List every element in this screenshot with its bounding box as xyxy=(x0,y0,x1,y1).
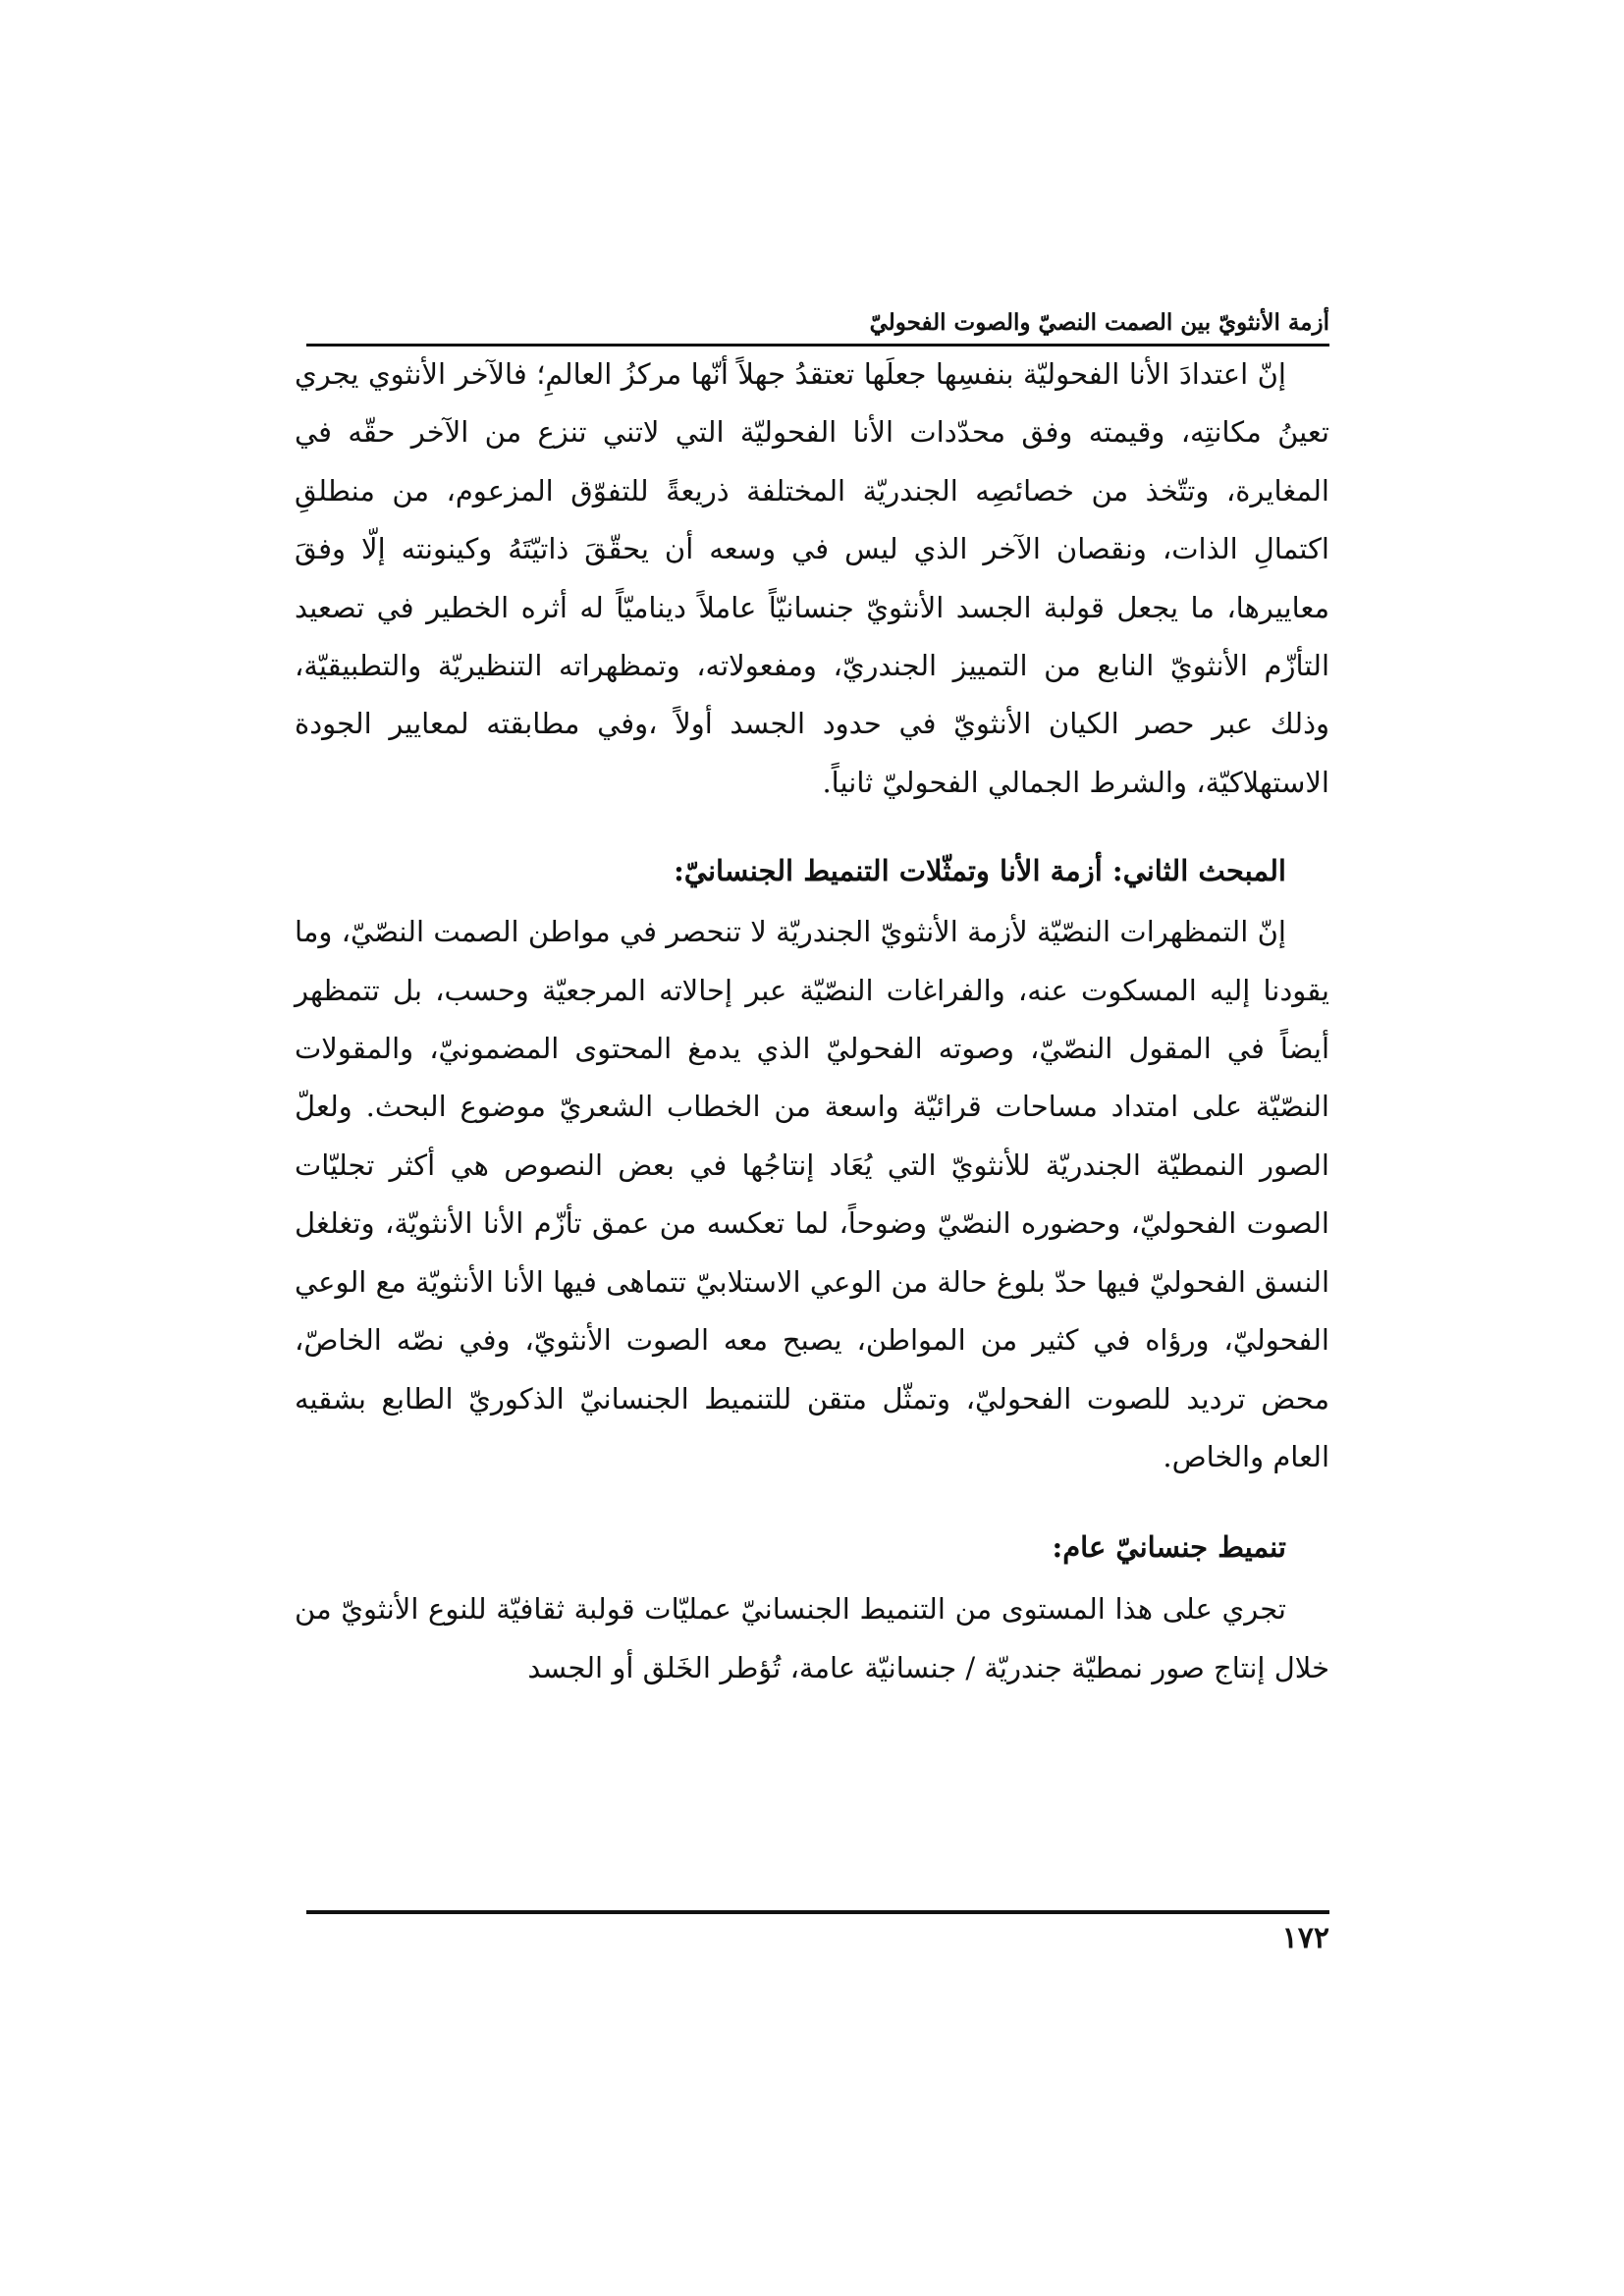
subsection-heading: تنميط جنسانيّ عام: xyxy=(1052,1530,1286,1565)
article-body xyxy=(295,346,1329,1697)
paragraph-2: إنّ التمظهرات النصّيّة لأزمة الأنثويّ الجندريّة لا تنحصر في مواطن الصمت النصّيّ، وما يقودنا إليه المسكوت عنه، والفراغات النصّيّة عبر إحالاته المرجعيّة وحسب، بل تتمظهر أيضاً في المقول النصّيّ، وصوته الفحوليّ الذي يدمغ المحتوى المضمونيّ، والمقولات النصّيّة على امتداد مساحات قرائيّة واسعة من الخطاب الشعريّ موضوع البحث. ولعلّ الصور النمطيّة الجندريّة للأنثويّ التي يُعَاد إنتاجُها في بعض النصوص هي أكثر تجليّات الصوت الفحوليّ، وحضوره النصّيّ وضوحاً، لما تعكسه من عمق تأزّم الأنا الأنثويّة، وتغلغل النسق الفحوليّ فيها حدّ بلوغ حالة من الوعي الاستلابيّ تتماهى فيها الأنا الأنثويّة مع الوعي الفحوليّ، ورؤاه في كثير من المواطن، يصبح معه الصوت الأنثويّ، وفي نصّه الخاصّ، محض ترديد للصوت الفحوليّ، وتمثّل متقن للتنميط الجنسانيّ الذكوريّ الطابع بشقيه العام والخاص. xyxy=(295,915,1329,1473)
running-header: أزمة الأنثويّ بين الصمت النصيّ والصوت الفحوليّ xyxy=(869,309,1329,336)
paragraph-1: إنّ اعتدادَ الأنا الفحوليّة بنفسِها جعلَها تعتقدُ جهلاً أنّها مركزُ العالمِ؛ فالآخر الأنثوي يجري تعينُ مكانتِه، وقيمته وفق محدّدات الأنا الفحوليّة التي لاتني تنزع من الآخر حقّه في المغايرة، وتتّخذ من خصائصِه الجندريّة المختلفة ذريعةً للتفوّق المزعوم، من منطلقِ اكتمالِ الذات، ونقصان الآخر الذي ليس في وسعه أن يحقّقَ ذاتيّتَهُ وكينونته إلّا وفقَ معاييرها، ما يجعل قولبة الجسد الأنثويّ جنسانيّاً عاملاً ديناميّاً له أثره الخطير في تصعيد التأزّم الأنثويّ النابع من التمييز الجندريّ، ومفعولاته، وتمظهراته التنظيريّة والتطبيقيّة، وذلك عبر حصر الكيان الأنثويّ في حدود الجسد أولاً ،وفي مطابقته لمعايير الجودة الاستهلاكيّة، والشرط الجمالي الفحوليّ ثانياً. xyxy=(295,357,1329,799)
paragraph-3: تجري على هذا المستوى من التنميط الجنسانيّ عمليّات قولبة ثقافيّة للنوع الأنثويّ من خلال إنتاج صور نمطيّة جندريّة / جنسانيّة عامة، تُؤطر الخَلق أو الجسد xyxy=(295,1592,1329,1684)
section-heading: المبحث الثاني: أزمة الأنا وتمثّلات التنميط الجنسانيّ: xyxy=(674,854,1286,888)
page-number: ١٧٢ xyxy=(1281,1921,1329,1955)
footer-divider xyxy=(306,1910,1329,1914)
